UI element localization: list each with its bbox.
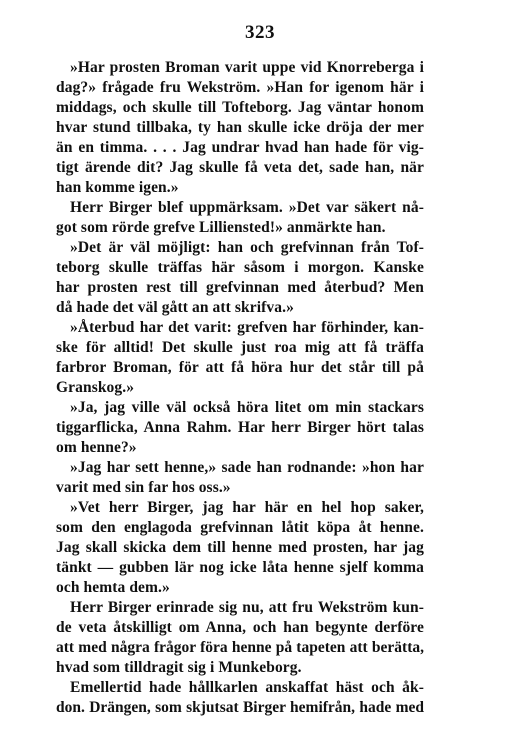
body-text	[56, 58, 424, 718]
text-line: Emellertid hade hållkarlen anskaffat häst och åk-	[70, 679, 424, 696]
text-line: hvar stund tillbaka, ty han skulle icke dröja der mer	[56, 119, 424, 136]
text-line: Herr Birger blef uppmärksam. »Det var säkert nå-	[70, 199, 424, 216]
text-line: »Har prosten Broman varit uppe vid Knorreberga i	[70, 59, 424, 76]
text-line: dag?» frågade fru Wekström. »Han for igenom här i	[56, 79, 424, 96]
text-line: har prosten rest till grefvinnan med återbud? Men	[56, 279, 424, 296]
text-line: att med några frågor föra henne på tapeten att berätta,	[56, 639, 424, 656]
text-line: »Det är väl möjligt: han och grefvinnan från Tof-	[70, 239, 424, 256]
text-line: om henne?»	[56, 439, 137, 456]
text-line: »Återbud har det varit: grefven har förhinder, kan-	[70, 319, 424, 336]
text-line: ske för alltid! Det skulle just roa mig att få träffa	[56, 339, 424, 356]
text-line: än en timma. . . . Jag undrar hvad han hade för vig-	[56, 139, 424, 156]
text-line: hvad som tilldragit sig i Munkeborg.	[56, 659, 302, 676]
text-line: »Jag har sett henne,» sade han rodnande: »hon har	[70, 459, 424, 476]
text-line: varit med sin far hos oss.»	[56, 479, 231, 496]
text-line: »Vet herr Birger, jag har här en hel hop saker,	[70, 499, 424, 516]
text-line: tänkt — gubben lär nog icke låta henne sjelf komma	[56, 559, 424, 576]
text-line: got som rörde grefve Lilliensted!» anmärkte han.	[56, 219, 386, 236]
text-line: teborg skulle träffas här såsom i morgon. Kanske	[56, 259, 424, 276]
text-line: Jag skall skicka dem till henne med prosten, har jag	[56, 539, 424, 556]
text-line: Herr Birger erinrade sig nu, att fru Wekström kun-	[70, 599, 424, 616]
text-line: middags, och skulle till Tofteborg. Jag väntar honom	[56, 99, 424, 116]
text-line: »Ja, jag ville väl också höra litet om min stackars	[70, 399, 424, 416]
text-line: och hemta dem.»	[56, 579, 170, 596]
text-line: som den englagoda grefvinnan låtit köpa åt henne.	[56, 519, 424, 536]
text-line: de veta åtskilligt om Anna, och han begynte derföre	[56, 619, 424, 636]
text-line: tiggarflicka, Anna Rahm. Har herr Birger hört talas	[56, 419, 424, 436]
text-line: don. Drängen, som skjutsat Birger hemifrån, hade med	[56, 699, 424, 716]
page-number: 323	[245, 22, 275, 43]
text-line: tigt ärende dit? Jag skulle få veta det, sade han, när	[56, 159, 424, 176]
text-line: då hade det väl gått an att skrifva.»	[56, 299, 294, 316]
text-line: farbror Broman, för att få höra hur det står till på	[56, 359, 424, 376]
text-line: han komme igen.»	[56, 179, 179, 196]
text-line: Granskog.»	[56, 379, 135, 396]
